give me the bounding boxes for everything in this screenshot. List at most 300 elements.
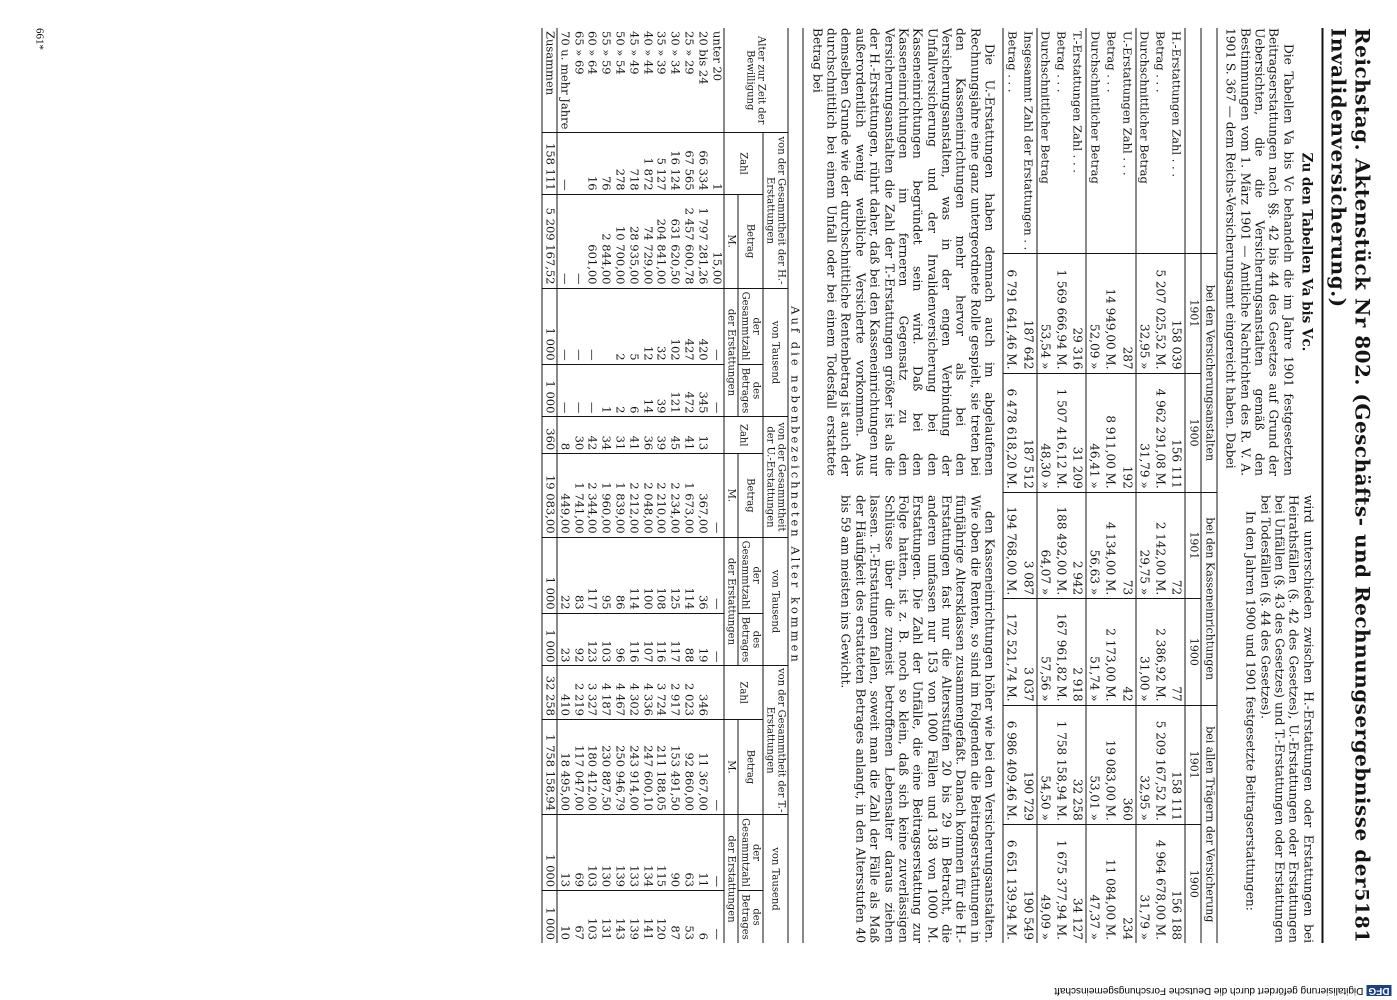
summary-cell: 4 964 678,00 M. — [1152, 824, 1168, 943]
summary-cell: 52,09 » — [1086, 254, 1103, 373]
age-row — [612, 28, 626, 943]
summary-cell: 287 — [1118, 254, 1135, 373]
age-table-cell: 74 729,00 — [640, 194, 654, 288]
age-table-cell: 230 887,50 — [598, 719, 612, 814]
share-amount-header: des Betrages — [737, 613, 762, 666]
age-table-cell: 32 — [654, 288, 668, 364]
age-table-cell: 1 872 — [640, 133, 654, 194]
share-amount-header: des Betrages — [737, 891, 762, 943]
age-table-cell: 427 — [681, 288, 695, 364]
age-table-cell: 117 047,00 — [571, 719, 585, 814]
age-table-cell: 449,00 — [557, 454, 571, 537]
age-table-cell: 5 127 — [654, 133, 668, 194]
age-band: 20 bis 24 — [695, 31, 710, 85]
age-table-cell: 67 565 — [681, 133, 695, 194]
analysis-left-column — [809, 28, 996, 476]
header-title: Reichstag. Aktenstück Nr 802. (Geschäfts- und Rechnungsergebnisse der Invalidenversicherung.) — [1326, 28, 1374, 888]
age-table-cell: — — [709, 537, 723, 613]
summary-cell: 234 — [1118, 824, 1135, 943]
row-measure-label: Zahl der Erstattungen . . — [1021, 105, 1035, 251]
refund-summary-rows — [1003, 28, 1185, 943]
age-table-cell: 1 797 281,26 — [695, 194, 709, 288]
age-row — [598, 28, 612, 943]
age-table-cell: — — [571, 364, 585, 417]
age-table-cell: 2 457 600,78 — [681, 194, 695, 288]
age-table-cell: 4 187 — [598, 666, 612, 720]
age-table-cell: 2 844,00 — [598, 194, 612, 288]
summary-row — [1036, 28, 1053, 943]
summary-cell: 4 134,00 M. — [1102, 492, 1118, 598]
group-header-special-funds: bei den Kasseneinrichtungen — [1200, 492, 1216, 705]
age-table-cell: 103 — [585, 814, 599, 890]
age-table-cell: 180 412,00 — [585, 719, 599, 814]
age-table-cell: 41 — [626, 417, 640, 454]
age-table-cell: 1 000 — [542, 537, 557, 613]
age-table-cell: 1 758 158,94 — [542, 719, 557, 814]
row-label — [1135, 28, 1152, 254]
age-table-cell: 601,00 — [585, 194, 599, 288]
age-table-cell: 243 914,00 — [626, 719, 640, 814]
analysis-columns — [809, 28, 996, 943]
summary-row — [1118, 28, 1135, 943]
analysis-paragraph: Die U.-Erstattungen haben demnach auch im abgelaufenen Rechnungsjahre eine ganz untergeordnete Rolle gespielt, sie treten bei den Kasseneinrichtungen mehr hervor als bei den Versicherungsanstalten, was in der engen Verbindung der Unfallversicherung und der Invalidenversicherung bei den Kasseneinrichtungen begründet sein wird. Daß bei den Kasseneinrichtungen im ferneren Gegensatz zu den Versicherungsanstalten die Zahl der T.-Erstattungen größer ist als die der H.-Erstattungen, rührt daher, daß bei den Kasseneinrichtungen nur außerordentlich wenig weibliche Versicherte vorkommen. Aus demselben Grunde wie der durchschnittliche Rentenbetrag ist auch der durchschnittlich bei einem Unfall oder bei einem Todesfall erstattete Betrag bei — [809, 28, 997, 476]
summary-cell: 47,37 » — [1086, 824, 1103, 943]
summary-cell: 2 142,00 M. — [1152, 492, 1168, 598]
age-table-cell: 19 — [695, 613, 709, 666]
summary-cell: 73 — [1118, 492, 1135, 598]
summary-cell: 6 478 618,20 M. — [1003, 373, 1020, 492]
row-label — [1019, 28, 1036, 254]
document-page — [68, 28, 1373, 943]
summary-cell: 64,07 » — [1036, 492, 1053, 598]
group-header-all-carriers: bei allen Trägern der Versicherung — [1200, 705, 1216, 943]
summary-cell: 2 918 — [1069, 599, 1086, 705]
age-table-cell: 10 — [557, 891, 571, 943]
age-band: 50 » 54 — [612, 31, 627, 75]
share-count-header: der Gesammtzahl — [737, 814, 762, 890]
age-table-cell: 1 — [598, 364, 612, 417]
intro-columns — [1223, 28, 1315, 943]
amount-unit: M. — [723, 194, 737, 288]
age-band: 45 » 49 — [626, 31, 641, 75]
age-table-cell: 121 — [667, 364, 681, 417]
age-table-cell: — — [571, 288, 585, 364]
age-band: 25 » 29 — [681, 31, 696, 75]
age-table-cell: 631 620,50 — [667, 194, 681, 288]
summary-cell: 31,00 » — [1135, 599, 1152, 705]
age-table-cell: — — [557, 133, 571, 194]
year-header: 1901 — [1185, 705, 1201, 824]
age-band: Zusammen — [542, 28, 557, 133]
age-table-cell — [709, 417, 723, 454]
age-table-cell: 22 — [557, 537, 571, 613]
page-footer-mark: 661* — [33, 28, 45, 50]
summary-cell: 29 316 — [1069, 254, 1086, 373]
age-table-cell: 139 — [612, 814, 626, 890]
age-table-cell: 8 — [557, 417, 571, 454]
summary-cell: 54,50 » — [1036, 705, 1053, 824]
row-group-label: Insgesammt — [1021, 31, 1035, 103]
summary-cell: 5 207 025,52 M. — [1152, 254, 1168, 373]
page-number: 5181 — [1350, 888, 1372, 943]
summary-cell: 32,95 » — [1135, 705, 1152, 824]
summary-cell: 158 111 — [1168, 705, 1185, 824]
summary-cell: 156 111 — [1168, 373, 1185, 492]
age-table-cell: 14 — [640, 364, 654, 417]
age-table-cell: 11 367,00 — [695, 719, 709, 814]
amount-header: Betrag — [737, 719, 762, 814]
age-table-cell: 32 258 — [542, 666, 557, 720]
age-table-cell: — — [709, 454, 723, 537]
age-table-cell: 15,00 — [709, 194, 723, 288]
age-table-cell: 103 — [585, 891, 599, 943]
age-table-cell: 410 — [557, 666, 571, 720]
row-measure-label: Durchschnittlicher Betrag — [1137, 31, 1152, 184]
summary-row — [1152, 28, 1168, 943]
age-table-cell: 1 — [709, 133, 723, 194]
section-heading: Zu den Tabellen Va bis Vc. — [1297, 152, 1314, 352]
age-table-cell: 3 724 — [654, 666, 668, 720]
age-table-cell: 83 — [571, 537, 585, 613]
summary-cell: 192 — [1118, 373, 1135, 492]
age-band: 55 » 59 — [599, 31, 614, 75]
age-table-cell: 125 — [667, 537, 681, 613]
age-table-cell: — — [557, 288, 571, 364]
age-table-cell: 28 935,00 — [626, 194, 640, 288]
row-measure-label: Durchschnittlicher Betrag — [1038, 31, 1053, 184]
summary-cell: 29,75 » — [1135, 492, 1152, 598]
summary-cell: 1 569 666,94 M. — [1053, 254, 1069, 373]
intro-paragraph: Die Tabellen Va bis Vc behandeln die im Jahre 1901 festgesetzten Beitragserstattungen nach §§. 42 bis 44 des Gesetzes auf Grund der Uebersichten, die die Versicherungsanstalten gemäß den Bestimmungen vom 1. März 1901 — Amtliche Nachrichten des R. V. A. 1901 S. 367 — dem Reichs-Versicherungsamt eingereicht haben. Dabei — [1223, 28, 1295, 476]
age-table-cell: 134 — [640, 814, 654, 890]
age-table-cell: — — [557, 194, 571, 288]
age-table-cell: 117 — [585, 537, 599, 613]
summary-cell: 72 — [1168, 492, 1185, 598]
age-row — [654, 28, 668, 943]
age-table-cell: 120 — [654, 891, 668, 943]
age-band: 60 » 64 — [585, 31, 600, 75]
age-band: 30 » 34 — [668, 31, 683, 75]
summary-cell: 5 209 167,52 M. — [1152, 705, 1168, 824]
count-header: Zahl — [723, 666, 762, 720]
share-count-header: der Gesammtzahl — [737, 537, 762, 613]
share-footer: der Erstattungen — [723, 814, 737, 943]
amount-unit: M. — [723, 454, 737, 537]
summary-cell: 31 209 — [1069, 373, 1086, 492]
age-table-cell: 69 — [571, 814, 585, 890]
summary-cell: 56,63 » — [1086, 492, 1103, 598]
age-band: 35 » 39 — [654, 31, 669, 75]
age-table-cell: 41 — [681, 417, 695, 454]
summary-cell: 187 642 — [1019, 254, 1036, 373]
age-table-cell: — — [709, 288, 723, 364]
age-table-caption: Auf die nebenbezeichneten Alter kommen — [787, 28, 803, 943]
summary-cell: 31,79 » — [1135, 373, 1152, 492]
age-row — [571, 28, 585, 943]
age-table-cell: 4 302 — [626, 666, 640, 720]
age-row — [695, 28, 709, 943]
age-table-cell: 114 — [681, 537, 695, 613]
summary-cell: 14 949,00 M. — [1102, 254, 1118, 373]
row-measure-label: Betrag . . . — [1054, 31, 1069, 93]
age-table-cell: 114 — [626, 537, 640, 613]
age-table-cell — [598, 288, 612, 364]
age-table-cell: 86 — [612, 537, 626, 613]
summary-cell: 32,95 » — [1135, 254, 1152, 373]
age-table-cell: 130 — [598, 814, 612, 890]
row-label — [1168, 28, 1185, 254]
share-count-header: der Gesammtzahl — [737, 288, 762, 364]
age-row — [585, 28, 599, 943]
age-table-cell: 13 — [557, 814, 571, 890]
age-table-cell: 11 — [695, 814, 709, 890]
per-thousand-header: von Tausend — [762, 288, 787, 417]
summary-cell: 4 962 291,08 M. — [1152, 373, 1168, 492]
age-table-cell: 1 000 — [542, 613, 557, 666]
age-table-cell: 346 — [695, 666, 709, 720]
row-group-label: T.-Erstattungen — [1070, 31, 1085, 122]
age-row — [626, 28, 640, 943]
summary-cell: 31,79 » — [1135, 824, 1152, 943]
age-table-cell: 123 — [585, 613, 599, 666]
row-measure-label: Betrag . . . — [1004, 31, 1019, 93]
age-band: 65 » 69 — [571, 31, 586, 75]
summary-cell: 6 651 139,94 M. — [1003, 824, 1020, 943]
age-table-cell: — — [571, 194, 585, 288]
age-row — [667, 28, 681, 943]
age-table-cell: 2 — [612, 288, 626, 364]
age-table-cell: 36 — [640, 417, 654, 454]
age-table-cell: 103 — [598, 613, 612, 666]
group-header-insurance-institutions: bei den Versicherungsanstalten — [1200, 254, 1216, 492]
summary-row — [1053, 28, 1069, 943]
summary-cell: 8 911,00 M. — [1102, 373, 1118, 492]
per-thousand-header: von Tausend — [762, 814, 787, 943]
age-table-cell: 5 209 167,52 — [542, 194, 557, 288]
side-credit-text: Digitalisierung gefördert durch die Deutsche Forschungsgemeinschaft — [1053, 985, 1363, 996]
summary-cell: 46,41 » — [1086, 373, 1103, 492]
age-table-cell: 204 841,00 — [654, 194, 668, 288]
age-table-cell: 16 124 — [667, 133, 681, 194]
summary-cell: 190 729 — [1019, 705, 1036, 824]
age-table-cell: 87 — [667, 891, 681, 943]
row-label — [1069, 28, 1086, 254]
age-table-cell: 2 917 — [667, 666, 681, 720]
summary-cell: 6 986 409,46 M. — [1003, 705, 1020, 824]
age-table-cell: 6 — [626, 364, 640, 417]
row-group-label: H.-Erstattungen — [1169, 31, 1184, 126]
age-table-cell: 90 — [667, 814, 681, 890]
age-table-cell: 31 — [612, 417, 626, 454]
summary-row — [1069, 28, 1086, 943]
age-table-cell: 36 — [695, 537, 709, 613]
age-column-header: Alter zur Zeit der Bewilligung — [723, 28, 787, 133]
age-table-cell: 12 — [640, 288, 654, 364]
age-table-cell: 108 — [654, 537, 668, 613]
age-table-cell: 5 — [626, 288, 640, 364]
u-refunds-group-header: von der Gesammtheit der U.-Erstattungen — [762, 417, 787, 537]
age-table-cell: 19 083,00 — [542, 454, 557, 537]
summary-cell: 1 675 377,94 M. — [1053, 824, 1069, 943]
age-distribution-table — [541, 28, 803, 943]
row-label — [1102, 28, 1118, 254]
age-table-cell: 158 111 — [542, 133, 557, 194]
intro-left-column — [1223, 28, 1315, 476]
year-header: 1900 — [1185, 373, 1201, 492]
summary-cell: 48,30 » — [1036, 373, 1053, 492]
age-table-cell: 53 — [681, 891, 695, 943]
age-table-cell: 1 000 — [542, 364, 557, 417]
age-table-cell: 18 495,00 — [557, 719, 571, 814]
age-table-cell: 66 334 — [695, 133, 709, 194]
age-table-cell: — — [557, 364, 571, 417]
age-row — [557, 28, 571, 943]
age-table-cell: 34 — [598, 417, 612, 454]
row-label — [1003, 28, 1020, 254]
summary-cell: 167 961,82 M. — [1053, 599, 1069, 705]
per-thousand-header: von Tausend — [762, 537, 787, 666]
age-table-cell: 95 — [598, 537, 612, 613]
age-table-cell: 1 839,00 — [612, 454, 626, 537]
age-table-cell: 211 188,05 — [654, 719, 668, 814]
age-table-cell: 2 — [612, 364, 626, 417]
age-table-cell — [571, 133, 585, 194]
age-table-cell: 143 — [612, 891, 626, 943]
summary-cell: 49,09 » — [1036, 824, 1053, 943]
summary-cell: 360 — [1118, 705, 1135, 824]
age-table-cell: 2 210,00 — [654, 454, 668, 537]
age-table-cell: 39 — [654, 364, 668, 417]
amount-header: Betrag — [737, 194, 762, 288]
age-row — [640, 28, 654, 943]
age-table-cell: 13 — [695, 417, 709, 454]
row-label — [1086, 28, 1103, 254]
row-measure-label: Betrag . . . — [1153, 31, 1168, 93]
age-table-cell: 88 — [681, 613, 695, 666]
row-label — [1036, 28, 1053, 254]
age-table-cell: 718 — [626, 133, 640, 194]
summary-cell: 34 127 — [1069, 824, 1086, 943]
summary-row — [1019, 28, 1036, 943]
row-measure-label: Zahl . . . — [1070, 125, 1085, 173]
age-table-cell: — — [709, 613, 723, 666]
age-table-cell: — — [709, 891, 723, 943]
age-row — [681, 28, 695, 943]
age-row — [709, 28, 723, 943]
age-table-cell: 115 — [654, 814, 668, 890]
age-table-cell: 2 212,00 — [626, 454, 640, 537]
summary-cell: 2 173,00 M. — [1102, 599, 1118, 705]
age-table-cell: 367,00 — [695, 454, 709, 537]
age-table-cell: 30 — [571, 417, 585, 454]
summary-cell: 190 549 — [1019, 824, 1036, 943]
summary-cell: 6 791 641,46 M. — [1003, 254, 1020, 373]
age-table-cell: 131 — [598, 891, 612, 943]
age-table-cell: 116 — [654, 613, 668, 666]
row-measure-label: Betrag . . . — [1103, 31, 1118, 93]
total-row — [542, 28, 557, 943]
summary-cell: 3 037 — [1019, 599, 1036, 705]
amount-unit: M. — [723, 719, 737, 814]
age-band: unter 20 — [709, 31, 724, 82]
age-table-cell: 139 — [626, 891, 640, 943]
row-measure-label: Durchschnittlicher Betrag — [1087, 31, 1102, 184]
age-band: 70 u. mehr Jahre — [557, 31, 572, 130]
share-footer: der Erstattungen — [723, 288, 737, 417]
row-measure-label: Zahl . . . — [1119, 127, 1134, 176]
row-label — [1118, 28, 1135, 254]
age-table-cell: 67 — [571, 891, 585, 943]
age-table-cell: 3 327 — [585, 666, 599, 720]
summary-row — [1086, 28, 1103, 943]
summary-cell: 57,56 » — [1036, 599, 1053, 705]
summary-row — [1168, 28, 1185, 943]
age-table-cell: 247 600,10 — [640, 719, 654, 814]
summary-cell: 19 083,00 M. — [1102, 705, 1118, 824]
dfg-logo: DFG — [1367, 985, 1389, 996]
age-table-cell: — — [585, 288, 599, 364]
age-table-cell: 102 — [667, 288, 681, 364]
age-table-cell: 107 — [640, 613, 654, 666]
age-table-cell: 278 — [612, 133, 626, 194]
summary-cell: 11 084,00 M. — [1102, 824, 1118, 943]
age-table-cell: — — [709, 364, 723, 417]
age-table-cell: 1 000 — [542, 288, 557, 364]
age-table-cell: 472 — [681, 364, 695, 417]
year-header: 1900 — [1185, 599, 1201, 705]
age-table-cell: 153 491,50 — [667, 719, 681, 814]
summary-cell: 172 521,74 M. — [1003, 599, 1020, 705]
age-table-cell: — — [585, 364, 599, 417]
age-table-cell: 100 — [640, 537, 654, 613]
refund-summary-table — [1002, 28, 1217, 943]
summary-cell: 53,54 » — [1036, 254, 1053, 373]
summary-cell: 1 758 158,94 M. — [1053, 705, 1069, 824]
age-table-cell: 4 336 — [640, 666, 654, 720]
age-table-cell: 345 — [695, 364, 709, 417]
summary-row — [1003, 28, 1020, 943]
table-intro-line: In den Jahren 1900 und 1901 festgesetzte Beitragserstattungen: — [1243, 511, 1258, 911]
age-table-cell — [709, 666, 723, 720]
summary-cell: 2 942 — [1069, 492, 1086, 598]
amount-header: Betrag — [737, 454, 762, 537]
age-table-cell: 117 — [667, 613, 681, 666]
age-table-cell: 10 700,00 — [612, 194, 626, 288]
age-table-cell: 23 — [557, 613, 571, 666]
age-table-cell: 42 — [585, 417, 599, 454]
summary-cell: 51,74 » — [1086, 599, 1103, 705]
age-table-cell: 16 — [585, 133, 599, 194]
analysis-paragraph-continued: den Kasseneinrichtungen höher wie bei den Versicherungsanstalten. Wie oben die Renten, so sind im Folgenden die Beitragserstattungen in fünfjährige Altersklassen zusammengefaßt. Danach kommen für die H.-Erstattungen fast nur die Altersstufen 20 bis 29 in Betracht, die anderen umfassen nur 153 von 1000 Fällen und 138 von 1000 M. Erstattungen. Die Zahl der Unfälle, die eine Beitragserstattung zur Folge hatten, ist z. B. noch so klein, daß sich keine zuverlässigen Schlüsse über die zumeist betroffenen Lebensalter daraus ziehen lassen. T.-Erstattungen fallen, soweit man die Zahl der Fälle als Maß der Häufigkeit des erstatteten Betrages anlangt, in den Altersstufen 40 bis 59 am meisten ins Gewicht. — [838, 495, 997, 943]
summary-row — [1102, 28, 1118, 943]
age-table-cell: — — [709, 814, 723, 890]
row-label — [1152, 28, 1168, 254]
age-table-cell: 1 960,00 — [598, 454, 612, 537]
page-header — [1321, 28, 1373, 943]
summary-cell: 156 188 — [1168, 824, 1185, 943]
year-header: 1901 — [1185, 254, 1201, 373]
intro-right-column — [1223, 495, 1315, 943]
age-table-cell: 2 048,00 — [640, 454, 654, 537]
row-measure-label: Zahl . . . — [1169, 129, 1184, 178]
summary-cell: 32 258 — [1069, 705, 1086, 824]
count-header: Zahl — [723, 133, 762, 194]
summary-cell: 1 507 416,12 M. — [1053, 373, 1069, 492]
summary-cell: 2 386,92 M. — [1152, 599, 1168, 705]
h-refunds-group-header: von der Gesammtheit der H.-Erstattungen — [762, 133, 787, 288]
age-table-cell: 360 — [542, 417, 557, 454]
summary-cell: 77 — [1168, 599, 1185, 705]
